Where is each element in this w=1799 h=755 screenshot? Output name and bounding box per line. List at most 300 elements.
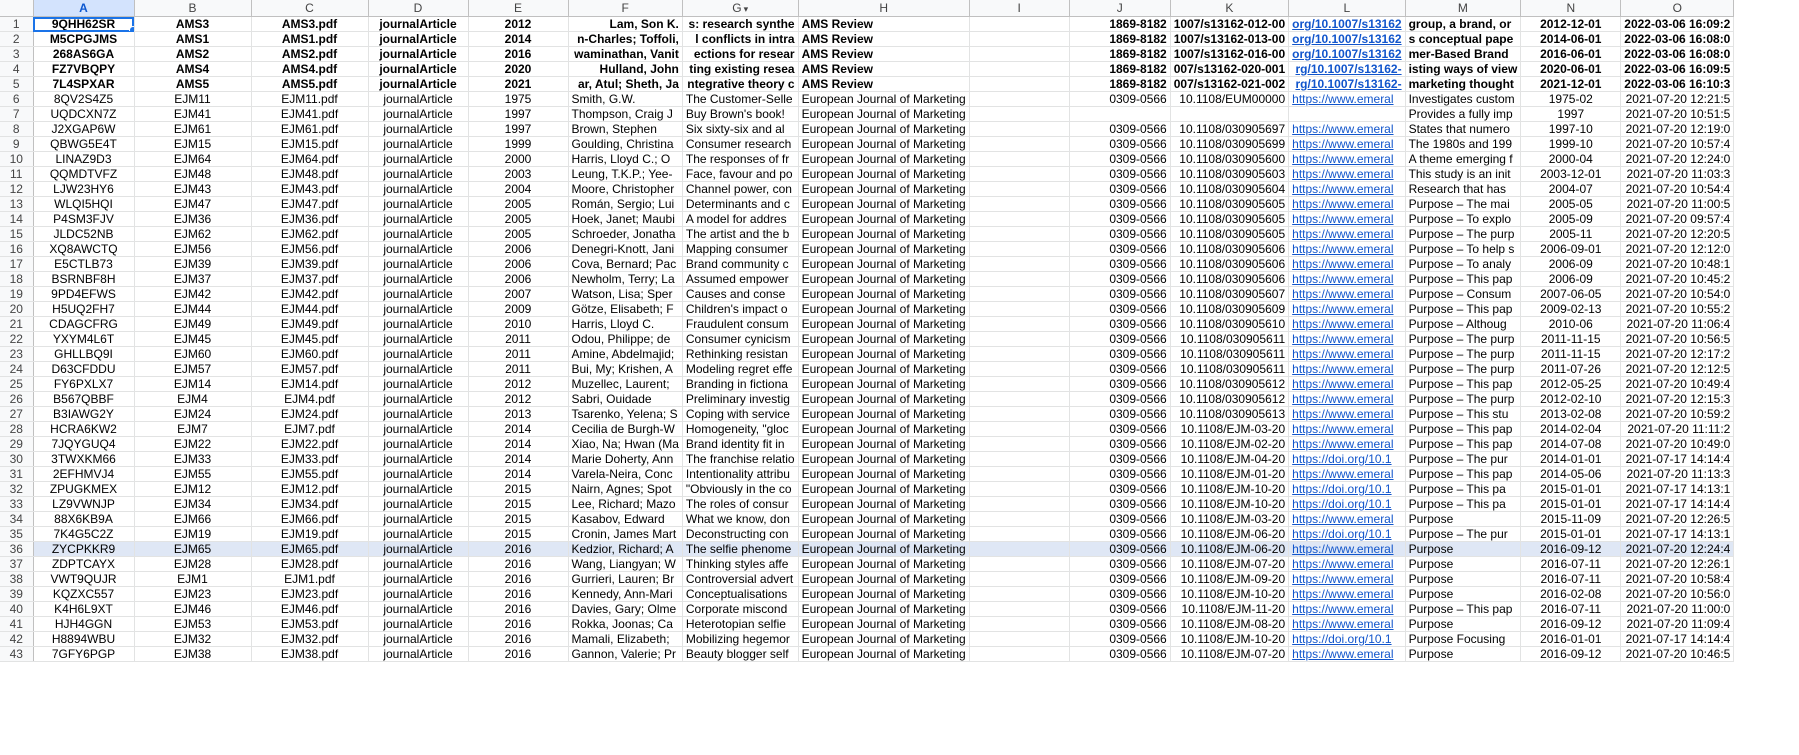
cell-j40[interactable]: 0309-0566 (1069, 602, 1170, 617)
cell-c14[interactable]: EJM36.pdf (251, 212, 368, 227)
cell-a11[interactable]: QQMDTVFZ (33, 167, 134, 182)
cell-m21[interactable]: Purpose – Althoug (1405, 317, 1521, 332)
cell-e25[interactable]: 2012 (468, 377, 568, 392)
column-header-n[interactable] (1521, 0, 1621, 17)
cell-j5[interactable]: 1869-8182 (1069, 77, 1170, 92)
cell-m42[interactable]: Purpose Focusing (1405, 632, 1521, 647)
cell-i25[interactable] (969, 377, 1069, 392)
cell-i31[interactable] (969, 467, 1069, 482)
cell-l43[interactable]: https://www.emeral (1289, 647, 1405, 662)
cell-m30[interactable]: Purpose – The pur (1405, 452, 1521, 467)
cell-g17[interactable]: Brand community c (682, 257, 798, 272)
cell-o41[interactable]: 2021-07-20 11:09:4 (1621, 617, 1734, 632)
cell-m11[interactable]: This study is an init (1405, 167, 1521, 182)
cell-g28[interactable]: Homogeneity, "gloc (682, 422, 798, 437)
cell-k13[interactable]: 10.1108/030905605 (1170, 197, 1288, 212)
cell-f8[interactable]: Brown, Stephen (568, 122, 682, 137)
cell-h1[interactable]: AMS Review (798, 17, 969, 32)
cell-k2[interactable]: 1007/s13162-013-00 (1170, 32, 1288, 47)
cell-l9[interactable]: https://www.emeral (1289, 137, 1405, 152)
cell-o4[interactable]: 2022-03-06 16:09:5 (1621, 62, 1734, 77)
cell-k11[interactable]: 10.1108/030905603 (1170, 167, 1288, 182)
cell-m22[interactable]: Purpose – The purp (1405, 332, 1521, 347)
cell-d42[interactable]: journalArticle (368, 632, 468, 647)
cell-n30[interactable]: 2014-01-01 (1521, 452, 1621, 467)
cell-n2[interactable]: 2014-06-01 (1521, 32, 1621, 47)
cell-l8[interactable]: https://www.emeral (1289, 122, 1405, 137)
cell-g10[interactable]: The responses of fr (682, 152, 798, 167)
cell-m2[interactable]: s conceptual pape (1405, 32, 1521, 47)
cell-m4[interactable]: isting ways of view (1405, 62, 1521, 77)
row-header-18[interactable]: 18 (0, 272, 33, 287)
column-header-k[interactable] (1170, 0, 1288, 17)
cell-j7[interactable] (1069, 107, 1170, 122)
cell-h36[interactable]: European Journal of Marketing (798, 542, 969, 557)
cell-c29[interactable]: EJM22.pdf (251, 437, 368, 452)
cell-o29[interactable]: 2021-07-20 10:49:0 (1621, 437, 1734, 452)
cell-e1[interactable]: 2012 (468, 17, 568, 32)
cell-l5[interactable]: rg/10.1007/s13162- (1289, 77, 1405, 92)
cell-i39[interactable] (969, 587, 1069, 602)
cell-c3[interactable]: AMS2.pdf (251, 47, 368, 62)
cell-o28[interactable]: 2021-07-20 11:11:2 (1621, 422, 1734, 437)
cell-m39[interactable]: Purpose (1405, 587, 1521, 602)
cell-f22[interactable]: Odou, Philippe; de (568, 332, 682, 347)
cell-f12[interactable]: Moore, Christopher (568, 182, 682, 197)
cell-i33[interactable] (969, 497, 1069, 512)
cell-a32[interactable]: ZPUGKMEX (33, 482, 134, 497)
cell-a13[interactable]: WLQI5HQI (33, 197, 134, 212)
cell-f14[interactable]: Hoek, Janet; Maubi (568, 212, 682, 227)
cell-a16[interactable]: XQ8AWCTQ (33, 242, 134, 257)
cell-a10[interactable]: LINAZ9D3 (33, 152, 134, 167)
cell-c1[interactable]: AMS3.pdf (251, 17, 368, 32)
cell-g30[interactable]: The franchise relatio (682, 452, 798, 467)
cell-h38[interactable]: European Journal of Marketing (798, 572, 969, 587)
cell-o19[interactable]: 2021-07-20 10:54:0 (1621, 287, 1734, 302)
row-header-39[interactable]: 39 (0, 587, 33, 602)
cell-d20[interactable]: journalArticle (368, 302, 468, 317)
cell-l23[interactable]: https://www.emeral (1289, 347, 1405, 362)
cell-c23[interactable]: EJM60.pdf (251, 347, 368, 362)
cell-h14[interactable]: European Journal of Marketing (798, 212, 969, 227)
cell-i6[interactable] (969, 92, 1069, 107)
cell-h20[interactable]: European Journal of Marketing (798, 302, 969, 317)
cell-o22[interactable]: 2021-07-20 10:56:5 (1621, 332, 1734, 347)
cell-f2[interactable]: n-Charles; Toffoli, (568, 32, 682, 47)
cell-d5[interactable]: journalArticle (368, 77, 468, 92)
cell-k30[interactable]: 10.1108/EJM-04-20 (1170, 452, 1288, 467)
cell-b26[interactable]: EJM4 (134, 392, 251, 407)
cell-f35[interactable]: Cronin, James Mart (568, 527, 682, 542)
cell-i9[interactable] (969, 137, 1069, 152)
cell-g32[interactable]: "Obviously in the co (682, 482, 798, 497)
cell-h27[interactable]: European Journal of Marketing (798, 407, 969, 422)
cell-b2[interactable]: AMS1 (134, 32, 251, 47)
cell-a22[interactable]: YXYM4L6T (33, 332, 134, 347)
cell-b3[interactable]: AMS2 (134, 47, 251, 62)
cell-n27[interactable]: 2013-02-08 (1521, 407, 1621, 422)
column-header-f[interactable] (568, 0, 682, 17)
cell-m29[interactable]: Purpose – This pap (1405, 437, 1521, 452)
cell-i16[interactable] (969, 242, 1069, 257)
cell-c30[interactable]: EJM33.pdf (251, 452, 368, 467)
cell-f10[interactable]: Harris, Lloyd C.; O (568, 152, 682, 167)
cell-e13[interactable]: 2005 (468, 197, 568, 212)
cell-o37[interactable]: 2021-07-20 12:26:1 (1621, 557, 1734, 572)
cell-a15[interactable]: JLDC52NB (33, 227, 134, 242)
cell-l42[interactable]: https://doi.org/10.1 (1289, 632, 1405, 647)
cell-b25[interactable]: EJM14 (134, 377, 251, 392)
cell-o12[interactable]: 2021-07-20 10:54:4 (1621, 182, 1734, 197)
cell-l37[interactable]: https://www.emeral (1289, 557, 1405, 572)
cell-h4[interactable]: AMS Review (798, 62, 969, 77)
cell-l13[interactable]: https://www.emeral (1289, 197, 1405, 212)
cell-g26[interactable]: Preliminary investig (682, 392, 798, 407)
cell-j16[interactable]: 0309-0566 (1069, 242, 1170, 257)
cell-b6[interactable]: EJM11 (134, 92, 251, 107)
cell-l31[interactable]: https://www.emeral (1289, 467, 1405, 482)
cell-j22[interactable]: 0309-0566 (1069, 332, 1170, 347)
cell-d14[interactable]: journalArticle (368, 212, 468, 227)
cell-o11[interactable]: 2021-07-20 11:03:3 (1621, 167, 1734, 182)
cell-e20[interactable]: 2009 (468, 302, 568, 317)
row-header-42[interactable]: 42 (0, 632, 33, 647)
row-header-14[interactable]: 14 (0, 212, 33, 227)
cell-a12[interactable]: LJW23HY6 (33, 182, 134, 197)
cell-b30[interactable]: EJM33 (134, 452, 251, 467)
cell-b35[interactable]: EJM19 (134, 527, 251, 542)
cell-d41[interactable]: journalArticle (368, 617, 468, 632)
cell-l35[interactable]: https://doi.org/10.1 (1289, 527, 1405, 542)
cell-e7[interactable]: 1997 (468, 107, 568, 122)
cell-n41[interactable]: 2016-09-12 (1521, 617, 1621, 632)
cell-i41[interactable] (969, 617, 1069, 632)
cell-c41[interactable]: EJM53.pdf (251, 617, 368, 632)
cell-b16[interactable]: EJM56 (134, 242, 251, 257)
cell-l18[interactable]: https://www.emeral (1289, 272, 1405, 287)
cell-a25[interactable]: FY6PXLX7 (33, 377, 134, 392)
cell-h11[interactable]: European Journal of Marketing (798, 167, 969, 182)
cell-c5[interactable]: AMS5.pdf (251, 77, 368, 92)
cell-i24[interactable] (969, 362, 1069, 377)
cell-j10[interactable]: 0309-0566 (1069, 152, 1170, 167)
cell-f41[interactable]: Rokka, Joonas; Ca (568, 617, 682, 632)
cell-n1[interactable]: 2012-12-01 (1521, 17, 1621, 32)
cell-n36[interactable]: 2016-09-12 (1521, 542, 1621, 557)
cell-o33[interactable]: 2021-07-17 14:14:4 (1621, 497, 1734, 512)
cell-e15[interactable]: 2005 (468, 227, 568, 242)
cell-c2[interactable]: AMS1.pdf (251, 32, 368, 47)
cell-i38[interactable] (969, 572, 1069, 587)
cell-k15[interactable]: 10.1108/030905605 (1170, 227, 1288, 242)
cell-b22[interactable]: EJM45 (134, 332, 251, 347)
cell-g20[interactable]: Children's impact o (682, 302, 798, 317)
cell-e4[interactable]: 2020 (468, 62, 568, 77)
cell-c20[interactable]: EJM44.pdf (251, 302, 368, 317)
cell-d11[interactable]: journalArticle (368, 167, 468, 182)
cell-m12[interactable]: Research that has (1405, 182, 1521, 197)
cell-j11[interactable]: 0309-0566 (1069, 167, 1170, 182)
cell-e14[interactable]: 2005 (468, 212, 568, 227)
cell-c18[interactable]: EJM37.pdf (251, 272, 368, 287)
row-header-21[interactable]: 21 (0, 317, 33, 332)
cell-j21[interactable]: 0309-0566 (1069, 317, 1170, 332)
cell-a30[interactable]: 3TWXKM66 (33, 452, 134, 467)
cell-k23[interactable]: 10.1108/030905611 (1170, 347, 1288, 362)
cell-n19[interactable]: 2007-06-05 (1521, 287, 1621, 302)
cell-b31[interactable]: EJM55 (134, 467, 251, 482)
cell-g21[interactable]: Fraudulent consum (682, 317, 798, 332)
select-all-corner[interactable] (0, 0, 33, 17)
cell-k34[interactable]: 10.1108/EJM-03-20 (1170, 512, 1288, 527)
cell-n42[interactable]: 2016-01-01 (1521, 632, 1621, 647)
cell-f43[interactable]: Gannon, Valerie; Pr (568, 647, 682, 662)
cell-m17[interactable]: Purpose – To analy (1405, 257, 1521, 272)
cell-c38[interactable]: EJM1.pdf (251, 572, 368, 587)
cell-j39[interactable]: 0309-0566 (1069, 587, 1170, 602)
row-header-41[interactable]: 41 (0, 617, 33, 632)
cell-b37[interactable]: EJM28 (134, 557, 251, 572)
cell-n33[interactable]: 2015-01-01 (1521, 497, 1621, 512)
row-header-8[interactable]: 8 (0, 122, 33, 137)
row-header-34[interactable]: 34 (0, 512, 33, 527)
cell-f29[interactable]: Xiao, Na; Hwan (Ma (568, 437, 682, 452)
cell-f24[interactable]: Bui, My; Krishen, A (568, 362, 682, 377)
cell-k12[interactable]: 10.1108/030905604 (1170, 182, 1288, 197)
cell-c15[interactable]: EJM62.pdf (251, 227, 368, 242)
cell-e9[interactable]: 1999 (468, 137, 568, 152)
cell-n18[interactable]: 2006-09 (1521, 272, 1621, 287)
cell-o42[interactable]: 2021-07-17 14:14:4 (1621, 632, 1734, 647)
cell-l26[interactable]: https://www.emeral (1289, 392, 1405, 407)
cell-h43[interactable]: European Journal of Marketing (798, 647, 969, 662)
cell-f6[interactable]: Smith, G.W. (568, 92, 682, 107)
cell-g42[interactable]: Mobilizing hegemor (682, 632, 798, 647)
cell-o23[interactable]: 2021-07-20 12:17:2 (1621, 347, 1734, 362)
cell-c22[interactable]: EJM45.pdf (251, 332, 368, 347)
row-header-3[interactable]: 3 (0, 47, 33, 62)
cell-b19[interactable]: EJM42 (134, 287, 251, 302)
cell-n26[interactable]: 2012-02-10 (1521, 392, 1621, 407)
cell-g14[interactable]: A model for addres (682, 212, 798, 227)
cell-d27[interactable]: journalArticle (368, 407, 468, 422)
cell-h39[interactable]: European Journal of Marketing (798, 587, 969, 602)
row-header-12[interactable]: 12 (0, 182, 33, 197)
cell-h26[interactable]: European Journal of Marketing (798, 392, 969, 407)
cell-c36[interactable]: EJM65.pdf (251, 542, 368, 557)
cell-e29[interactable]: 2014 (468, 437, 568, 452)
cell-i21[interactable] (969, 317, 1069, 332)
cell-k5[interactable]: 007/s13162-021-002 (1170, 77, 1288, 92)
cell-a36[interactable]: ZYCPKKR9 (33, 542, 134, 557)
cell-k31[interactable]: 10.1108/EJM-01-20 (1170, 467, 1288, 482)
cell-l3[interactable]: org/10.1007/s13162 (1289, 47, 1405, 62)
cell-e27[interactable]: 2013 (468, 407, 568, 422)
cell-d40[interactable]: journalArticle (368, 602, 468, 617)
cell-f1[interactable]: Lam, Son K. (568, 17, 682, 32)
cell-b11[interactable]: EJM48 (134, 167, 251, 182)
row-header-35[interactable]: 35 (0, 527, 33, 542)
cell-a21[interactable]: CDAGCFRG (33, 317, 134, 332)
cell-b13[interactable]: EJM47 (134, 197, 251, 212)
cell-o27[interactable]: 2021-07-20 10:59:2 (1621, 407, 1734, 422)
cell-c13[interactable]: EJM47.pdf (251, 197, 368, 212)
cell-g27[interactable]: Coping with service (682, 407, 798, 422)
cell-a9[interactable]: QBWG5E4T (33, 137, 134, 152)
cell-e31[interactable]: 2014 (468, 467, 568, 482)
cell-l41[interactable]: https://www.emeral (1289, 617, 1405, 632)
cell-i32[interactable] (969, 482, 1069, 497)
cell-d34[interactable]: journalArticle (368, 512, 468, 527)
cell-h12[interactable]: European Journal of Marketing (798, 182, 969, 197)
cell-k40[interactable]: 10.1108/EJM-11-20 (1170, 602, 1288, 617)
cell-a17[interactable]: E5CTLB73 (33, 257, 134, 272)
cell-d43[interactable]: journalArticle (368, 647, 468, 662)
cell-l36[interactable]: https://www.emeral (1289, 542, 1405, 557)
cell-c9[interactable]: EJM15.pdf (251, 137, 368, 152)
cell-h22[interactable]: European Journal of Marketing (798, 332, 969, 347)
cell-b12[interactable]: EJM43 (134, 182, 251, 197)
cell-a38[interactable]: VWT9QUJR (33, 572, 134, 587)
cell-i4[interactable] (969, 62, 1069, 77)
cell-l39[interactable]: https://www.emeral (1289, 587, 1405, 602)
cell-o26[interactable]: 2021-07-20 12:15:3 (1621, 392, 1734, 407)
cell-n28[interactable]: 2014-02-04 (1521, 422, 1621, 437)
cell-j9[interactable]: 0309-0566 (1069, 137, 1170, 152)
cell-e21[interactable]: 2010 (468, 317, 568, 332)
cell-n39[interactable]: 2016-02-08 (1521, 587, 1621, 602)
cell-k17[interactable]: 10.1108/030905606 (1170, 257, 1288, 272)
cell-d22[interactable]: journalArticle (368, 332, 468, 347)
cell-c4[interactable]: AMS4.pdf (251, 62, 368, 77)
cell-h6[interactable]: European Journal of Marketing (798, 92, 969, 107)
cell-o8[interactable]: 2021-07-20 12:19:0 (1621, 122, 1734, 137)
cell-m27[interactable]: Purpose – This stu (1405, 407, 1521, 422)
cell-g41[interactable]: Heterotopian selfie (682, 617, 798, 632)
cell-a26[interactable]: B567QBBF (33, 392, 134, 407)
cell-n34[interactable]: 2015-11-09 (1521, 512, 1621, 527)
cell-h19[interactable]: European Journal of Marketing (798, 287, 969, 302)
row-header-27[interactable]: 27 (0, 407, 33, 422)
cell-i29[interactable] (969, 437, 1069, 452)
column-header-g[interactable] (682, 0, 798, 17)
cell-g35[interactable]: Deconstructing con (682, 527, 798, 542)
cell-g13[interactable]: Determinants and c (682, 197, 798, 212)
cell-b38[interactable]: EJM1 (134, 572, 251, 587)
cell-i34[interactable] (969, 512, 1069, 527)
cell-o15[interactable]: 2021-07-20 12:20:5 (1621, 227, 1734, 242)
cell-h24[interactable]: European Journal of Marketing (798, 362, 969, 377)
cell-h13[interactable]: European Journal of Marketing (798, 197, 969, 212)
cell-k33[interactable]: 10.1108/EJM-10-20 (1170, 497, 1288, 512)
cell-m19[interactable]: Purpose – Consum (1405, 287, 1521, 302)
cell-e22[interactable]: 2011 (468, 332, 568, 347)
cell-n35[interactable]: 2015-01-01 (1521, 527, 1621, 542)
row-header-24[interactable]: 24 (0, 362, 33, 377)
row-header-29[interactable]: 29 (0, 437, 33, 452)
cell-j20[interactable]: 0309-0566 (1069, 302, 1170, 317)
row-header-19[interactable]: 19 (0, 287, 33, 302)
cell-a29[interactable]: 7JQYGUQ4 (33, 437, 134, 452)
cell-f34[interactable]: Kasabov, Edward (568, 512, 682, 527)
cell-a31[interactable]: 2EFHMVJ4 (33, 467, 134, 482)
cell-f25[interactable]: Muzellec, Laurent; (568, 377, 682, 392)
cell-c42[interactable]: EJM32.pdf (251, 632, 368, 647)
cell-b43[interactable]: EJM38 (134, 647, 251, 662)
cell-g7[interactable]: Buy Brown's book! (682, 107, 798, 122)
cell-f7[interactable]: Thompson, Craig J (568, 107, 682, 122)
cell-d25[interactable]: journalArticle (368, 377, 468, 392)
cell-k27[interactable]: 10.1108/030905613 (1170, 407, 1288, 422)
cell-n29[interactable]: 2014-07-08 (1521, 437, 1621, 452)
cell-j27[interactable]: 0309-0566 (1069, 407, 1170, 422)
cell-m7[interactable]: Provides a fully imp (1405, 107, 1521, 122)
cell-m6[interactable]: Investigates custom (1405, 92, 1521, 107)
cell-n8[interactable]: 1997-10 (1521, 122, 1621, 137)
cell-d26[interactable]: journalArticle (368, 392, 468, 407)
cell-j19[interactable]: 0309-0566 (1069, 287, 1170, 302)
cell-c31[interactable]: EJM55.pdf (251, 467, 368, 482)
cell-c33[interactable]: EJM34.pdf (251, 497, 368, 512)
cell-l1[interactable]: org/10.1007/s13162 (1289, 17, 1405, 32)
cell-e33[interactable]: 2015 (468, 497, 568, 512)
cell-m1[interactable]: group, a brand, or (1405, 17, 1521, 32)
cell-f4[interactable]: Hulland, John (568, 62, 682, 77)
cell-c32[interactable]: EJM12.pdf (251, 482, 368, 497)
cell-c39[interactable]: EJM23.pdf (251, 587, 368, 602)
cell-n14[interactable]: 2005-09 (1521, 212, 1621, 227)
cell-d29[interactable]: journalArticle (368, 437, 468, 452)
row-header-9[interactable]: 9 (0, 137, 33, 152)
cell-h31[interactable]: European Journal of Marketing (798, 467, 969, 482)
cell-e40[interactable]: 2016 (468, 602, 568, 617)
cell-j1[interactable]: 1869-8182 (1069, 17, 1170, 32)
cell-l29[interactable]: https://www.emeral (1289, 437, 1405, 452)
cell-n4[interactable]: 2020-06-01 (1521, 62, 1621, 77)
cell-h35[interactable]: European Journal of Marketing (798, 527, 969, 542)
cell-e16[interactable]: 2006 (468, 242, 568, 257)
cell-a40[interactable]: K4H6L9XT (33, 602, 134, 617)
cell-g4[interactable]: ting existing resea (682, 62, 798, 77)
row-header-6[interactable]: 6 (0, 92, 33, 107)
cell-n13[interactable]: 2005-05 (1521, 197, 1621, 212)
cell-k1[interactable]: 1007/s13162-012-00 (1170, 17, 1288, 32)
cell-c6[interactable]: EJM11.pdf (251, 92, 368, 107)
cell-b1[interactable]: AMS3 (134, 17, 251, 32)
cell-m25[interactable]: Purpose – This pap (1405, 377, 1521, 392)
cell-l28[interactable]: https://www.emeral (1289, 422, 1405, 437)
cell-b28[interactable]: EJM7 (134, 422, 251, 437)
cell-j29[interactable]: 0309-0566 (1069, 437, 1170, 452)
cell-k38[interactable]: 10.1108/EJM-09-20 (1170, 572, 1288, 587)
cell-j2[interactable]: 1869-8182 (1069, 32, 1170, 47)
cell-g24[interactable]: Modeling regret effe (682, 362, 798, 377)
cell-l20[interactable]: https://www.emeral (1289, 302, 1405, 317)
cell-a35[interactable]: 7K4G5C2Z (33, 527, 134, 542)
cell-d19[interactable]: journalArticle (368, 287, 468, 302)
cell-a28[interactable]: HCRA6KW2 (33, 422, 134, 437)
cell-o25[interactable]: 2021-07-20 10:49:4 (1621, 377, 1734, 392)
cell-l12[interactable]: https://www.emeral (1289, 182, 1405, 197)
cell-b27[interactable]: EJM24 (134, 407, 251, 422)
cell-f15[interactable]: Schroeder, Jonatha (568, 227, 682, 242)
cell-f40[interactable]: Davies, Gary; Olme (568, 602, 682, 617)
cell-d16[interactable]: journalArticle (368, 242, 468, 257)
row-header-7[interactable]: 7 (0, 107, 33, 122)
cell-h5[interactable]: AMS Review (798, 77, 969, 92)
cell-h23[interactable]: European Journal of Marketing (798, 347, 969, 362)
